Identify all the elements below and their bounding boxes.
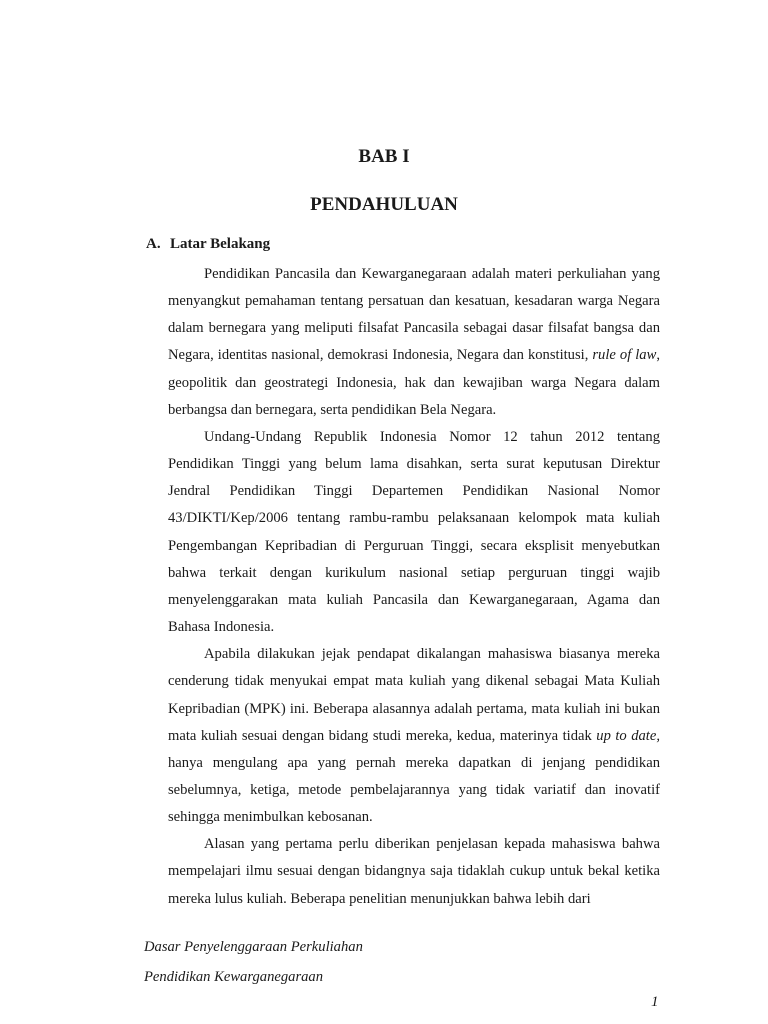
paragraph-text: Pendidikan Pancasila dan Kewarganegaraan adalah materi perkuliahan yang menyangkut pemahaman tentang persatuan dan kesatuan, kesadaran warga Negara dalam bernegara yang meliputi filsafat Pancasila sebagai dasar filsafat bangsa dan Negara, identitas nasional, demokrasi Indonesia, Negara dan konstitusi,: [168, 266, 660, 364]
page-number: 1: [651, 994, 659, 1010]
footer-line-2: Pendidikan Kewarganegaraan: [144, 969, 324, 985]
section-title: Latar Belakang: [170, 236, 271, 252]
italic-term: up to date,: [596, 727, 660, 744]
paragraph-text: Apabila dilakukan jejak pendapat dikalangan mahasiswa biasanya mereka cenderung tidak menyukai empat mata kuliah yang dikenal sebagai Mata Kuliah Kepribadian (MPK) ini. Beberapa alasannya adalah pertama, mata kuliah ini bukan mata kuliah sesuai dengan bidang studi mereka, kedua, materinya tidak: [168, 646, 660, 744]
italic-term: rule of law: [592, 347, 657, 364]
paragraph-text: Undang-Undang Republik Indonesia Nomor 12 tahun 2012 tentang Pendidikan Tinggi yang belum lama disahkan, serta surat keputusan Direktur Jendral Pendidikan Tinggi Departemen Pendidikan Nasional Nomor 43/DIKTI/Kep/2006 tentang rambu-rambu pelaksanaan kelompok mata kuliah Pengembangan Kepribadian di Perguruan Tinggi, secara eksplisit menyebutkan bahwa terkait dengan kurikulum nasional setiap perguruan tinggi wajib menyelenggarakan mata kuliah Pancasila dan Kewarganegaraan, Agama dan Bahasa Indonesia.: [168, 428, 660, 636]
paragraph-text: Alasan yang pertama perlu diberikan penjelasan kepada mahasiswa bahwa mempelajari ilmu sesuai dengan bidangnya saja tidaklah cukup untuk bekal ketika mereka lulus kuliah. Beberapa penelitian menunjukkan bahwa lebih dari: [168, 836, 660, 907]
paragraph: [168, 424, 660, 641]
paragraph: [168, 261, 660, 424]
footer-line-1: Dasar Penyelenggaraan Perkuliahan: [144, 939, 363, 955]
paragraph-text: hanya mengulang apa yang pernah mereka dapatkan di jenjang pendidikan sebelumnya, ketiga, metode pembelajarannya yang tidak variatif dan inovatif sehingga menimbulkan kebosanan.: [168, 754, 660, 826]
paragraph-text: , geopolitik dan geostrategi Indonesia, hak dan kewajiban warga Negara dalam berbangsa dan bernegara, serta pendidikan Bela Negara.: [168, 347, 660, 418]
paragraph: [168, 641, 660, 831]
section-heading: [146, 236, 270, 253]
chapter-title: PENDAHULUAN: [310, 194, 458, 215]
chapter-number: BAB I: [358, 146, 410, 167]
body-text: [168, 261, 660, 913]
paragraph: [168, 831, 660, 912]
section-letter: A.: [146, 236, 161, 252]
